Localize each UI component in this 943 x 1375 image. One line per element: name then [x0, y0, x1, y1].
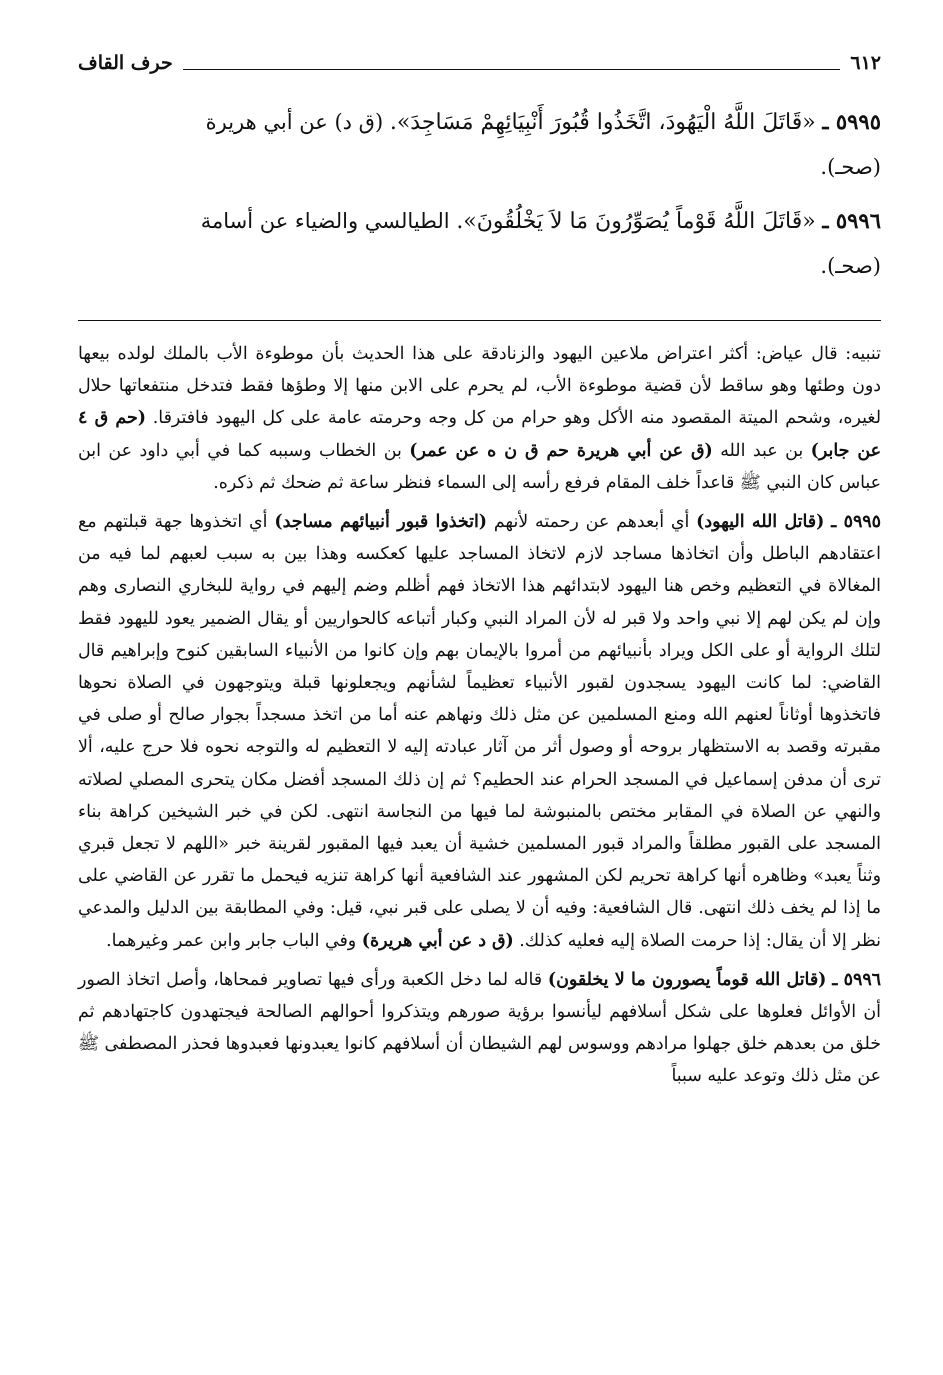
commentary-text: تنبيه: قال عياض: أكثر اعتراض ملاعين اليهود والزنادقة على هذا الحديث بأن موطوءة الأب بالملك لولده بيعها دون وطئها وهو ساقط لأن قضية موطوءة الأب، لم يحرم على الابن منها إلا وطؤها فقط فتدخل منتفعاتها حلال لغيره، وشحم الميتة المقصود منه الأكل وهو حرام من كل وجه وحرمته عامة على كل اليهود فافترقا. [78, 344, 882, 429]
hadith-source: الطيالسي والضياء عن أسامة [200, 209, 450, 233]
commentary-number: ٥٩٩٦ ـ [832, 969, 882, 990]
commentary-text: أي أبعدهم عن رحمته لأنهم [493, 512, 690, 533]
hadith-main-text [78, 100, 881, 298]
commentary-5995 [78, 506, 881, 957]
section-title: حرف القاف [78, 52, 173, 74]
commentary-source: (حم ق ٤ عن جابر) [78, 408, 882, 461]
hadith-grade: (صحـ). [820, 155, 881, 179]
footnote-divider [78, 320, 881, 321]
commentary-number: ٥٩٩٥ ـ [831, 512, 881, 533]
commentary-quote: (قاتل الله اليهود) [696, 512, 825, 533]
commentary-text: بن الخطاب وسببه كما في أبي داود عن ابن عباس كان النبي ﷺ قاعداً خلف المقام فرفع رأسه إلى السماء فنظر ساعة ثم ضحك ثم ذكره. [78, 440, 881, 493]
commentary-quote: (قاتل الله قوماً يصورون ما لا يخلقون) [547, 969, 827, 990]
hadith-number: ٥٩٩٦ ـ [822, 208, 881, 233]
commentary-5996 [78, 964, 881, 1093]
commentary-source: (ق د عن أبي هريرة) [361, 930, 514, 951]
commentary-text: أي اتخذوها جهة قبلتهم مع اعتقادهم الباطل وأن اتخاذها مساجد لازم لاتخاذ المساجد عليها كعكسه وهذا بين به سبب لعبهم لما فيه من المغالاة في التعظيم وخص هنا اليهود لابتدائهم هذا الاتخاذ فهم أظلم وضم إليهم في رواية للبخاري النصارى وهم وإن لم يكن لهم إلا نبي واحد ولا قبر له لأن المراد النبي وكبار أتباعه كالحواريين أو يقال الضمير يعود لليهود فقط لتلك الرواية أو على الكل ويراد بأنبيائهم من أمروا بالإيمان بهم وإن كانوا من الأنبياء السابقين كنوح وإبراهيم قال القاضي: لما كانت اليهود يسجدون لقبور الأنبياء تعظيماً لشأنهم ويجعلونها قبلة ويتوجهون في الصلاة نحوها فاتخذوها أوثاناً لعنهم الله ومنع المسلمين عن مثل ذلك ونهاهم عنه أما من اتخذ مسجداً بجوار صالح أو صلى في مقبرته وقصد به الاستظهار بروحه أو وصول أثر من آثار عبادته إليه لا التعظيم له والتوجه نحوه فلا حرج عليه، ألا ترى أن مدفن إسماعيل في المسجد الحرام عند الحطيم؟ ثم إن ذلك المسجد أفضل مكان يتحرى المصلي لصلاته والنهي عن الصلاة في المقابر مختص بالمنبوشة لما فيها من النجاسة انتهى. لكن في خبر الشيخين كراهة بناء المسجد على القبور مطلقاً والمراد قبور المسلمين خشية أن يعبد فيها المقبور لقرينة خبر «اللهم لا تجعل قبري وثناً يعبد» وظاهره أنها كراهة تحريم لكن المشهور عند الشافعية أنها كراهة تنزيه فيحمل ما تقرر عن القاضي على ما إذا لم يخف ذلك انتهى. قال الشافعية: وفيه أن لا يصلى على قبر نبي، قيل: وفي المطابقة بين الدليل والمدعي نظر إلا أن يقال: إذا حرمت الصلاة إليه فعليه كذلك. [78, 512, 881, 951]
hadith-entry [78, 100, 881, 189]
tanbih-paragraph [78, 338, 881, 499]
hadith-source: (ق د) عن أبي هريرة [205, 110, 384, 134]
commentary-source: (ق عن أبي هريرة حم ق ن ه عن عمر) [409, 440, 713, 461]
commentary-text: قاله لما دخل الكعبة ورأى فيها تصاوير فمحاها، وأصل اتخاذ الصور أن الأوائل فعلوها على شكل أسلافهم ليأنسوا برؤية صورهم ويتذكروا أحوالهم الصالحة فيجتهدون كاجتهادهم ثم خلق من بعدهم خلق جهلوا مرادهم ووسوس لهم الشيطان أن أسلافهم كانوا يعبدونها فعبدوها فحذر المصطفى ﷺ عن مثل ذلك وتوعد عليه سبباً [78, 969, 881, 1087]
hadith-entry [78, 199, 881, 288]
hadith-grade: (صحـ). [820, 254, 881, 278]
hadith-text: «قَاتَلَ اللَّهُ الْيَهُودَ، اتَّخَذُوا قُبُورَ أَنْبِيَائِهِمْ مَسَاجِدَ». [389, 110, 816, 135]
commentary-section [78, 338, 881, 1100]
hadith-number: ٥٩٩٥ ـ [822, 109, 881, 134]
commentary-text: وفي الباب جابر وابن عمر وغيرهما. [106, 930, 357, 951]
hadith-text: «قَاتَلَ اللَّهُ قَوْماً يُصَوِّرُونَ مَا لاَ يَخْلُقُونَ». [456, 209, 816, 234]
page-number: ٦١٢ [850, 52, 881, 74]
header-rule [183, 69, 841, 70]
page-header [78, 48, 881, 78]
commentary-text: بن عبد الله [720, 440, 804, 461]
commentary-quote: (اتخذوا قبور أنبيائهم مساجد) [274, 512, 488, 533]
